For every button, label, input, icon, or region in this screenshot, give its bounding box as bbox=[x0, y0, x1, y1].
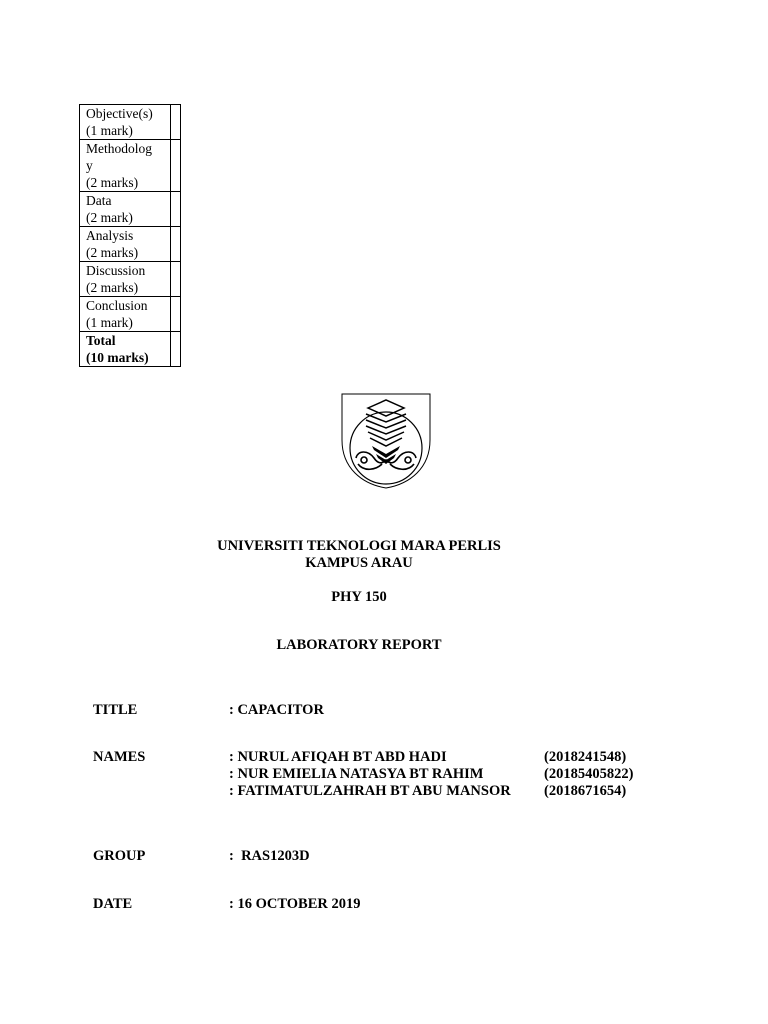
student-id-3: (2018671654) bbox=[544, 783, 627, 799]
criterion-cell bbox=[80, 105, 171, 140]
criterion-cell bbox=[80, 227, 171, 262]
score-cell[interactable] bbox=[171, 192, 181, 227]
marks-table-row bbox=[80, 262, 181, 297]
score-cell[interactable] bbox=[171, 297, 181, 332]
university-crest-logo bbox=[334, 388, 438, 492]
criterion-cell bbox=[80, 297, 171, 332]
criterion-cell bbox=[80, 332, 171, 367]
criterion-text: (2 mark) bbox=[86, 210, 133, 225]
date-value: : 16 OCTOBER 2019 bbox=[229, 896, 361, 912]
criterion-cell bbox=[80, 262, 171, 297]
score-cell[interactable] bbox=[171, 140, 181, 192]
criterion-text: Methodolog bbox=[86, 141, 152, 156]
student-name-1: : NURUL AFIQAH BT ABD HADI bbox=[229, 749, 447, 765]
student-name-3: : FATIMATULZAHRAH BT ABU MANSOR bbox=[229, 783, 511, 799]
criterion-text: y bbox=[86, 158, 93, 173]
criterion-text: Objective(s) bbox=[86, 106, 153, 121]
criterion-text: Total bbox=[86, 333, 116, 348]
course-code: PHY 150 bbox=[331, 589, 387, 605]
criterion-text: (2 marks) bbox=[86, 280, 139, 295]
marks-table-row bbox=[80, 227, 181, 262]
criterion-text: Data bbox=[86, 193, 112, 208]
report-type: LABORATORY REPORT bbox=[276, 637, 442, 653]
score-cell[interactable] bbox=[171, 105, 181, 140]
criterion-text: (10 marks) bbox=[86, 350, 149, 365]
student-id-2: (20185405822) bbox=[544, 766, 634, 782]
student-name-2: : NUR EMIELIA NATASYA BT RAHIM bbox=[229, 766, 484, 782]
criterion-text: (1 mark) bbox=[86, 315, 133, 330]
criterion-text: Conclusion bbox=[86, 298, 148, 313]
score-cell[interactable] bbox=[171, 332, 181, 367]
score-cell[interactable] bbox=[171, 262, 181, 297]
score-cell[interactable] bbox=[171, 227, 181, 262]
title-value: : CAPACITOR bbox=[229, 702, 324, 718]
marks-table-row bbox=[80, 105, 181, 140]
names-label: NAMES bbox=[93, 749, 146, 765]
marks-table-row bbox=[80, 192, 181, 227]
criterion-cell bbox=[80, 140, 171, 192]
criterion-text: Analysis bbox=[86, 228, 134, 243]
criterion-text: (2 marks) bbox=[86, 175, 139, 190]
marks-table bbox=[79, 104, 181, 367]
student-id-1: (2018241548) bbox=[544, 749, 627, 765]
criterion-text: (1 mark) bbox=[86, 123, 133, 138]
marks-table-row bbox=[80, 140, 181, 192]
title-label: TITLE bbox=[93, 702, 138, 718]
marks-table-row bbox=[80, 297, 181, 332]
criterion-text: (2 marks) bbox=[86, 245, 139, 260]
marks-table-row bbox=[80, 332, 181, 367]
campus-name: KAMPUS ARAU bbox=[305, 555, 413, 571]
group-value: : RAS1203D bbox=[229, 848, 310, 864]
criterion-cell bbox=[80, 192, 171, 227]
group-label: GROUP bbox=[93, 848, 146, 864]
marks-table-body bbox=[80, 105, 181, 367]
criterion-text: Discussion bbox=[86, 263, 146, 278]
university-name: UNIVERSITI TEKNOLOGI MARA PERLIS bbox=[217, 538, 501, 554]
date-label: DATE bbox=[93, 896, 133, 912]
